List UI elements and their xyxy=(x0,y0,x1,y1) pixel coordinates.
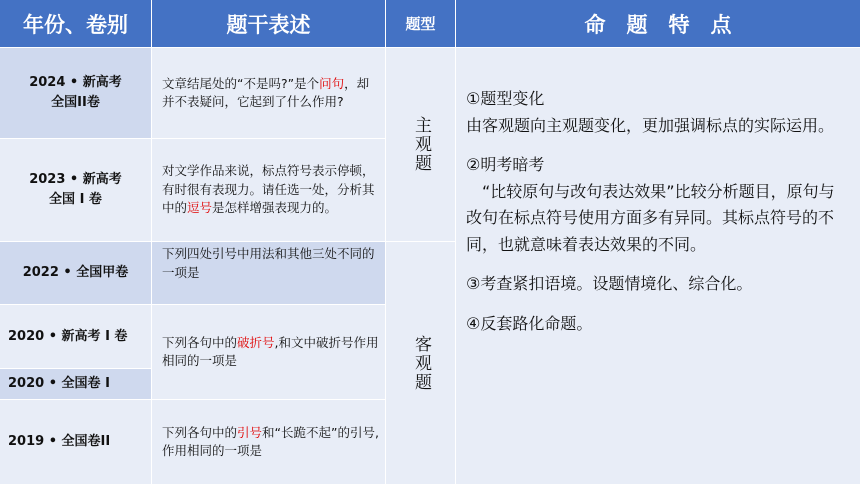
description-cell-2023 xyxy=(152,139,385,241)
feature-2-body: “比较原句与改句表达效果”比较分析题目，原句与改句在标点符号使用方面多有异同。其标点符号的不同，也就意味着表达效果的不同。 xyxy=(466,181,835,254)
desc-highlight: 问句 xyxy=(319,75,345,91)
desc-text: 是怎样增强表现力的。 xyxy=(212,200,338,216)
desc-text: 下列各句中的 xyxy=(162,424,238,440)
description-cell-2019 xyxy=(152,400,385,484)
type-label-subjective: 主观题 xyxy=(411,116,431,173)
feature-2-title: ②明考暗考 xyxy=(466,155,545,174)
desc-highlight: 破折号 xyxy=(237,334,275,350)
year-line: 全国II卷 xyxy=(51,95,100,110)
feature-3: ③考查紧扣语境。设题情境化、综合化。 xyxy=(466,274,753,293)
desc-text: 和“长跪不起”的引号,作用相同的一项是 xyxy=(162,424,379,458)
desc-text: 下列各句中的 xyxy=(162,334,238,350)
feature-4: ④反套路化命题。 xyxy=(466,313,593,333)
desc-highlight: 逗号 xyxy=(187,200,213,216)
description-cell-2022 xyxy=(152,242,385,304)
desc-text: 对文学作品来说，标点符号表示停顿，有时很有表现力。请任选一处，分析其中的 xyxy=(162,163,375,216)
year-cell-2022: 2022 • 全国甲卷 xyxy=(0,242,151,304)
header-year: 年份、卷别 xyxy=(0,0,151,47)
description-cell-2020 xyxy=(152,305,385,399)
year-cell-2020-national: 2020 • 全国卷 I xyxy=(0,369,151,399)
header-description: 题干表述 xyxy=(152,0,385,47)
feature-1-title: ①题型变化 xyxy=(466,89,545,108)
year-line: 2023 • 新高考 xyxy=(29,172,122,187)
desc-text: ，却并不表疑问，它起到了什么作用? xyxy=(162,75,370,109)
type-cell-subjective xyxy=(386,48,455,241)
year-cell-2020-new: 2020 • 新高考 I 卷 xyxy=(0,305,151,368)
feature-1-body: 由客观题向主观题变化，更加强调标点的实际运用。 xyxy=(466,115,835,135)
type-label-objective: 客观题 xyxy=(411,334,431,392)
year-cell-2024 xyxy=(0,48,151,138)
header-type: 题型 xyxy=(386,0,455,47)
desc-text: ,和文中破折号作用相同的一项是 xyxy=(162,334,379,368)
year-line: 2024 • 新高考 xyxy=(29,75,122,90)
type-cell-objective xyxy=(386,242,455,484)
desc-text: 文章结尾处的“不是吗?”是个 xyxy=(162,75,320,91)
description-cell-2024 xyxy=(152,48,385,138)
year-cell-2023 xyxy=(0,139,151,241)
year-line: 全国 I 卷 xyxy=(49,192,102,207)
year-cell-2019: 2019 • 全国卷II xyxy=(0,400,151,484)
desc-text: 下列四处引号中用法和其他三处不同的一项是 xyxy=(162,246,375,280)
header-features: 命 题 特 点 xyxy=(456,0,860,47)
desc-highlight: 引号 xyxy=(237,424,263,440)
features-cell xyxy=(456,48,860,484)
